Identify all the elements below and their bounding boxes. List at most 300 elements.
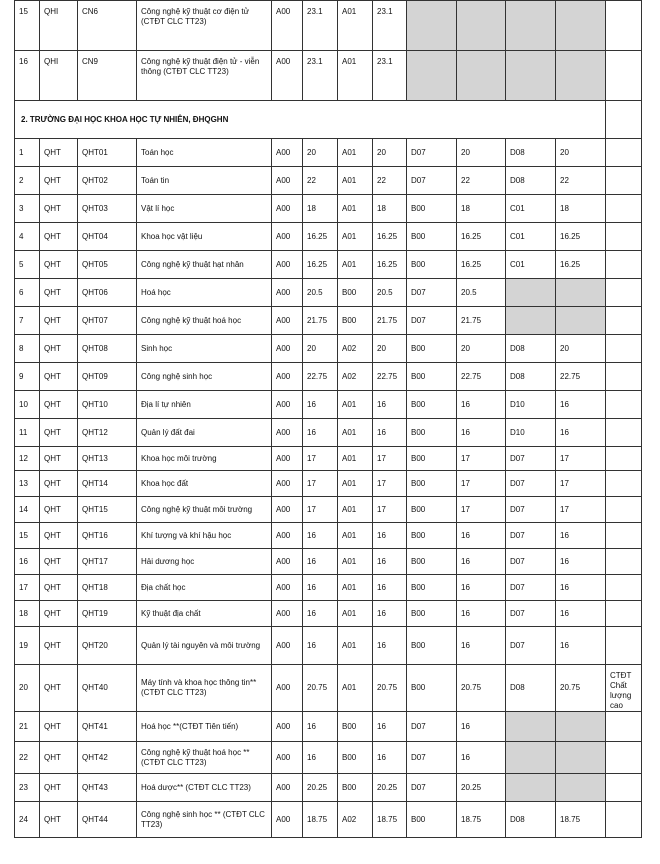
note-cell — [606, 391, 642, 419]
school-code: QHT — [40, 363, 78, 391]
program-code: QHT20 — [78, 627, 137, 665]
program-name: Khoa học vật liệu — [137, 223, 272, 251]
score-3: 16 — [457, 523, 506, 549]
score-1: 23.1 — [303, 1, 338, 51]
program-code: QHT16 — [78, 523, 137, 549]
row-number: 16 — [15, 549, 40, 575]
program-name: Hải dương học — [137, 549, 272, 575]
subject-group-2: B00 — [338, 307, 373, 335]
program-name: Địa chất học — [137, 575, 272, 601]
score-3: 16 — [457, 601, 506, 627]
subject-group-4 — [506, 307, 556, 335]
score-4: 17 — [556, 471, 606, 497]
program-code: QHT19 — [78, 601, 137, 627]
score-3: 16.25 — [457, 223, 506, 251]
subject-group-2: B00 — [338, 279, 373, 307]
subject-group-4: D07 — [506, 627, 556, 665]
score-3 — [457, 51, 506, 101]
row-number: 12 — [15, 447, 40, 471]
subject-group-1: A00 — [272, 627, 303, 665]
program-code: QHT40 — [78, 665, 137, 712]
score-1: 16 — [303, 627, 338, 665]
score-3: 20.5 — [457, 279, 506, 307]
subject-group-1: A00 — [272, 139, 303, 167]
program-name: Công nghệ sinh học — [137, 363, 272, 391]
subject-group-3: B00 — [407, 802, 457, 838]
school-code: QHT — [40, 627, 78, 665]
subject-group-2: A02 — [338, 335, 373, 363]
program-name: Công nghệ kỹ thuật cơ điện tử (CTĐT CLC TT23) — [137, 1, 272, 51]
note-cell — [606, 251, 642, 279]
score-3: 16 — [457, 549, 506, 575]
table-row — [15, 774, 642, 802]
row-number: 24 — [15, 802, 40, 838]
subject-group-4: C01 — [506, 251, 556, 279]
table-row — [15, 195, 642, 223]
score-4 — [556, 51, 606, 101]
score-3: 16 — [457, 419, 506, 447]
score-3: 17 — [457, 447, 506, 471]
score-2: 20.5 — [373, 279, 407, 307]
subject-group-3: B00 — [407, 223, 457, 251]
table-row — [15, 601, 642, 627]
subject-group-2: A01 — [338, 419, 373, 447]
note-cell — [606, 774, 642, 802]
row-number: 15 — [15, 1, 40, 51]
table-row — [15, 1, 642, 51]
score-3: 16.25 — [457, 251, 506, 279]
score-4: 16 — [556, 575, 606, 601]
note-cell — [606, 742, 642, 774]
program-name: Hoá học — [137, 279, 272, 307]
school-code: QHT — [40, 419, 78, 447]
score-3: 16 — [457, 627, 506, 665]
subject-group-2: B00 — [338, 742, 373, 774]
subject-group-3: B00 — [407, 447, 457, 471]
subject-group-2: B00 — [338, 774, 373, 802]
subject-group-3: B00 — [407, 601, 457, 627]
program-name: Hoá học **(CTĐT Tiên tiến) — [137, 712, 272, 742]
school-code: QHT — [40, 307, 78, 335]
row-number: 16 — [15, 51, 40, 101]
score-2: 16 — [373, 419, 407, 447]
program-name: Quản lý tài nguyên và môi trường — [137, 627, 272, 665]
subject-group-1: A00 — [272, 471, 303, 497]
note-cell — [606, 712, 642, 742]
score-4: 16 — [556, 549, 606, 575]
subject-group-4: D08 — [506, 363, 556, 391]
score-1: 17 — [303, 447, 338, 471]
score-3: 16 — [457, 712, 506, 742]
row-number: 8 — [15, 335, 40, 363]
table-row — [15, 447, 642, 471]
note-cell — [606, 497, 642, 523]
program-name: Sinh học — [137, 335, 272, 363]
program-code: CN6 — [78, 1, 137, 51]
program-name: Công nghệ kỹ thuật điện tử - viễn thông (CTĐT CLC TT23) — [137, 51, 272, 101]
subject-group-1: A00 — [272, 774, 303, 802]
school-code: QHT — [40, 391, 78, 419]
note-cell — [606, 575, 642, 601]
score-4: 17 — [556, 447, 606, 471]
subject-group-1: A00 — [272, 391, 303, 419]
score-4: 16 — [556, 601, 606, 627]
program-code: QHT07 — [78, 307, 137, 335]
note-cell — [606, 335, 642, 363]
subject-group-1: A00 — [272, 665, 303, 712]
score-1: 20.25 — [303, 774, 338, 802]
note-cell — [606, 523, 642, 549]
subject-group-2: A01 — [338, 223, 373, 251]
note-cell — [606, 279, 642, 307]
subject-group-4: D07 — [506, 447, 556, 471]
score-1: 21.75 — [303, 307, 338, 335]
row-number: 3 — [15, 195, 40, 223]
table-row — [15, 549, 642, 575]
subject-group-3 — [407, 1, 457, 51]
score-1: 20.5 — [303, 279, 338, 307]
score-1: 17 — [303, 497, 338, 523]
table-row — [15, 335, 642, 363]
table-row — [15, 139, 642, 167]
program-code: QHT08 — [78, 335, 137, 363]
table-row — [15, 251, 642, 279]
score-1: 16.25 — [303, 223, 338, 251]
note-cell — [606, 802, 642, 838]
program-code: QHT09 — [78, 363, 137, 391]
school-code: QHT — [40, 742, 78, 774]
score-2: 16 — [373, 712, 407, 742]
score-2: 16 — [373, 742, 407, 774]
score-4: 17 — [556, 497, 606, 523]
score-4: 20 — [556, 139, 606, 167]
table-row — [15, 419, 642, 447]
subject-group-1: A00 — [272, 549, 303, 575]
subject-group-2: A01 — [338, 471, 373, 497]
subject-group-2: A01 — [338, 139, 373, 167]
program-code: QHT13 — [78, 447, 137, 471]
table-row — [15, 802, 642, 838]
subject-group-3: B00 — [407, 391, 457, 419]
subject-group-1: A00 — [272, 195, 303, 223]
program-code: QHT17 — [78, 549, 137, 575]
subject-group-1: A00 — [272, 223, 303, 251]
table-row — [15, 307, 642, 335]
score-1: 22 — [303, 167, 338, 195]
program-name: Quản lý đất đai — [137, 419, 272, 447]
program-name: Công nghệ sinh học ** (CTĐT CLC TT23) — [137, 802, 272, 838]
subject-group-4 — [506, 774, 556, 802]
program-name: Công nghệ kỹ thuật hạt nhân — [137, 251, 272, 279]
subject-group-1: A00 — [272, 575, 303, 601]
score-1: 16 — [303, 742, 338, 774]
program-code: CN9 — [78, 51, 137, 101]
score-3: 22 — [457, 167, 506, 195]
program-code: QHT12 — [78, 419, 137, 447]
subject-group-2: A02 — [338, 802, 373, 838]
subject-group-3: D07 — [407, 742, 457, 774]
row-number: 19 — [15, 627, 40, 665]
school-code: QHT — [40, 665, 78, 712]
program-name: Công nghệ kỹ thuật hoá học — [137, 307, 272, 335]
subject-group-1: A00 — [272, 335, 303, 363]
subject-group-1: A00 — [272, 742, 303, 774]
subject-group-3: B00 — [407, 665, 457, 712]
note-cell — [606, 223, 642, 251]
score-3: 20.75 — [457, 665, 506, 712]
score-2: 21.75 — [373, 307, 407, 335]
subject-group-3: B00 — [407, 523, 457, 549]
score-2: 16.25 — [373, 251, 407, 279]
subject-group-2: A01 — [338, 51, 373, 101]
section-header-row — [15, 101, 642, 139]
row-number: 18 — [15, 601, 40, 627]
program-name: Khí tượng và khí hậu học — [137, 523, 272, 549]
row-number: 17 — [15, 575, 40, 601]
subject-group-2: A01 — [338, 447, 373, 471]
subject-group-2: A01 — [338, 575, 373, 601]
score-2: 16.25 — [373, 223, 407, 251]
subject-group-1: A00 — [272, 167, 303, 195]
note-cell — [606, 419, 642, 447]
row-number: 20 — [15, 665, 40, 712]
score-4: 20.75 — [556, 665, 606, 712]
program-code: QHT04 — [78, 223, 137, 251]
row-number: 1 — [15, 139, 40, 167]
program-name: Máy tính và khoa học thông tin** (CTĐT CLC TT23) — [137, 665, 272, 712]
subject-group-1: A00 — [272, 307, 303, 335]
score-4: 18 — [556, 195, 606, 223]
score-3: 16 — [457, 575, 506, 601]
row-number: 14 — [15, 497, 40, 523]
program-name: Công nghệ kỹ thuật hoá học ** (CTĐT CLC TT23) — [137, 742, 272, 774]
subject-group-2: A01 — [338, 195, 373, 223]
program-name: Công nghệ kỹ thuật môi trường — [137, 497, 272, 523]
note-cell — [606, 307, 642, 335]
subject-group-4: D07 — [506, 575, 556, 601]
score-3: 21.75 — [457, 307, 506, 335]
score-2: 16 — [373, 627, 407, 665]
subject-group-3: D07 — [407, 307, 457, 335]
subject-group-1: A00 — [272, 497, 303, 523]
score-3: 20 — [457, 139, 506, 167]
subject-group-2: A01 — [338, 1, 373, 51]
score-4 — [556, 307, 606, 335]
subject-group-1: A00 — [272, 51, 303, 101]
subject-group-2: A01 — [338, 251, 373, 279]
school-code: QHT — [40, 774, 78, 802]
subject-group-3: B00 — [407, 549, 457, 575]
score-3: 17 — [457, 497, 506, 523]
program-name: Kỹ thuật địa chất — [137, 601, 272, 627]
score-3: 16 — [457, 391, 506, 419]
program-name: Toán học — [137, 139, 272, 167]
subject-group-3: B00 — [407, 627, 457, 665]
subject-group-3: B00 — [407, 419, 457, 447]
subject-group-4: D07 — [506, 471, 556, 497]
table-row — [15, 497, 642, 523]
row-number: 6 — [15, 279, 40, 307]
row-number: 21 — [15, 712, 40, 742]
score-1: 20 — [303, 335, 338, 363]
score-4 — [556, 712, 606, 742]
score-1: 16 — [303, 575, 338, 601]
note-cell — [606, 627, 642, 665]
score-2: 16 — [373, 575, 407, 601]
note-cell — [606, 167, 642, 195]
subject-group-3: D07 — [407, 139, 457, 167]
score-3: 20 — [457, 335, 506, 363]
school-code: QHT — [40, 549, 78, 575]
subject-group-4: D10 — [506, 391, 556, 419]
score-1: 17 — [303, 471, 338, 497]
table-row — [15, 712, 642, 742]
score-2: 22.75 — [373, 363, 407, 391]
note-cell — [606, 101, 642, 139]
score-4: 16 — [556, 419, 606, 447]
row-number: 15 — [15, 523, 40, 549]
score-2: 17 — [373, 471, 407, 497]
score-4: 18.75 — [556, 802, 606, 838]
table-row — [15, 471, 642, 497]
row-number: 13 — [15, 471, 40, 497]
score-2: 16 — [373, 523, 407, 549]
subject-group-1: A00 — [272, 712, 303, 742]
score-3: 20.25 — [457, 774, 506, 802]
subject-group-1: A00 — [272, 251, 303, 279]
score-2: 20 — [373, 335, 407, 363]
score-2: 16 — [373, 549, 407, 575]
subject-group-4: D07 — [506, 601, 556, 627]
score-3: 16 — [457, 742, 506, 774]
subject-group-3: B00 — [407, 251, 457, 279]
score-3: 17 — [457, 471, 506, 497]
program-code: QHT18 — [78, 575, 137, 601]
score-4: 22.75 — [556, 363, 606, 391]
score-2: 17 — [373, 447, 407, 471]
note-cell — [606, 139, 642, 167]
subject-group-3: B00 — [407, 335, 457, 363]
note-cell — [606, 549, 642, 575]
subject-group-2: A02 — [338, 363, 373, 391]
subject-group-2: A01 — [338, 601, 373, 627]
subject-group-4: C01 — [506, 195, 556, 223]
score-4 — [556, 1, 606, 51]
subject-group-1: A00 — [272, 363, 303, 391]
score-1: 16 — [303, 712, 338, 742]
admission-score-table — [14, 0, 642, 838]
score-1: 16 — [303, 549, 338, 575]
subject-group-3: B00 — [407, 195, 457, 223]
subject-group-3: D07 — [407, 712, 457, 742]
program-code: QHT01 — [78, 139, 137, 167]
subject-group-4: D08 — [506, 167, 556, 195]
program-code: QHT15 — [78, 497, 137, 523]
row-number: 7 — [15, 307, 40, 335]
school-code: QHT — [40, 167, 78, 195]
subject-group-2: B00 — [338, 712, 373, 742]
subject-group-4 — [506, 51, 556, 101]
table-row — [15, 167, 642, 195]
subject-group-3: B00 — [407, 497, 457, 523]
table-row — [15, 363, 642, 391]
subject-group-4: D07 — [506, 549, 556, 575]
subject-group-1: A00 — [272, 601, 303, 627]
program-code: QHT03 — [78, 195, 137, 223]
subject-group-4: D07 — [506, 523, 556, 549]
score-1: 18.75 — [303, 802, 338, 838]
score-3: 18 — [457, 195, 506, 223]
subject-group-3: B00 — [407, 575, 457, 601]
subject-group-1: A00 — [272, 447, 303, 471]
score-1: 18 — [303, 195, 338, 223]
school-code: QHT — [40, 575, 78, 601]
score-4 — [556, 742, 606, 774]
subject-group-2: A01 — [338, 523, 373, 549]
school-code: QHT — [40, 523, 78, 549]
score-1: 16.25 — [303, 251, 338, 279]
subject-group-3: D07 — [407, 279, 457, 307]
subject-group-2: A01 — [338, 497, 373, 523]
row-number: 2 — [15, 167, 40, 195]
row-number: 23 — [15, 774, 40, 802]
table-row — [15, 627, 642, 665]
note-cell — [606, 195, 642, 223]
score-4 — [556, 279, 606, 307]
score-2: 23.1 — [373, 51, 407, 101]
note-cell: CTĐT Chất lượng cao — [606, 665, 642, 712]
subject-group-4: C01 — [506, 223, 556, 251]
table-row — [15, 742, 642, 774]
school-code: QHT — [40, 251, 78, 279]
score-1: 23.1 — [303, 51, 338, 101]
score-1: 20 — [303, 139, 338, 167]
row-number: 22 — [15, 742, 40, 774]
score-1: 16 — [303, 601, 338, 627]
score-4: 22 — [556, 167, 606, 195]
program-code: QHT41 — [78, 712, 137, 742]
table-row — [15, 523, 642, 549]
score-4: 16 — [556, 523, 606, 549]
score-1: 16 — [303, 391, 338, 419]
subject-group-2: A01 — [338, 627, 373, 665]
school-code: QHT — [40, 471, 78, 497]
row-number: 5 — [15, 251, 40, 279]
score-1: 16 — [303, 419, 338, 447]
school-code: QHT — [40, 447, 78, 471]
program-code: QHT05 — [78, 251, 137, 279]
program-code: QHT42 — [78, 742, 137, 774]
school-code: QHI — [40, 51, 78, 101]
score-1: 16 — [303, 523, 338, 549]
school-code: QHT — [40, 335, 78, 363]
score-2: 16 — [373, 391, 407, 419]
subject-group-4 — [506, 712, 556, 742]
table-row — [15, 279, 642, 307]
table-row — [15, 391, 642, 419]
program-name: Khoa học môi trường — [137, 447, 272, 471]
subject-group-1: A00 — [272, 279, 303, 307]
score-2: 16 — [373, 601, 407, 627]
score-3 — [457, 1, 506, 51]
subject-group-1: A00 — [272, 1, 303, 51]
subject-group-2: A01 — [338, 549, 373, 575]
subject-group-2: A01 — [338, 665, 373, 712]
subject-group-4: D07 — [506, 497, 556, 523]
school-code: QHT — [40, 279, 78, 307]
score-3: 22.75 — [457, 363, 506, 391]
score-1: 22.75 — [303, 363, 338, 391]
